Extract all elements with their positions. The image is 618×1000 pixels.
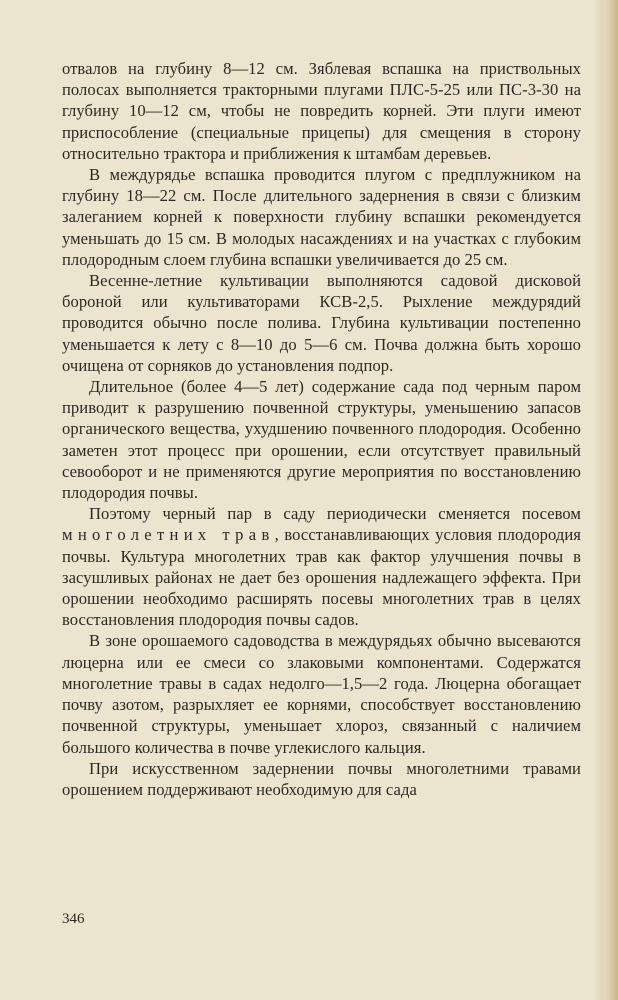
spaced-emphasis: многолетних трав: [62, 525, 275, 545]
paragraph-5-end: , восстанавливающих условия плодородия почвы. Культура многолетних трав как фактор улучшения почвы в засушливых районах не дает без орошения надлежащего эффекта. При орошении необходимо расширять посевы многолетних трав в целях восстановления плодородия почвы садов.: [62, 525, 581, 630]
page-edge: [604, 0, 618, 1000]
paragraph-6: В зоне орошаемого садоводства в междурядьях обычно высеваются люцерна или ее смеси со злаковыми компонентами. Содержатся многолетние травы в садах недолго—1,5—2 года. Люцерна обогащает почву азотом, разрыхляет ее корнями, способствует восстановлению почвенной структуры, уменьшает хлороз, связанный с наличием большого количества в почве углекислого кальция.: [62, 631, 581, 757]
paragraph-5: [62, 503, 581, 630]
paragraph-1: отвалов на глубину 8—12 см. Зяблевая вспашка на приствольных полосах выполняется тракторными плугами ПЛС-5-25 или ПС-3-30 на глубину 10—12 см, чтобы не повредить корней. Эти плуги имеют приспособление (специальные прицепы) для смещения в сторону относительно трактора и приближения к штамбам деревьев.: [62, 59, 581, 163]
paragraph-4: Длительное (более 4—5 лет) содержание сада под черным паром приводит к разрушению почвенной структуры, уменьшению запасов органического вещества, ухудшению почвенного плодородия. Особенно заметен этот процесс при орошении, если отсутствует правильный севооборот и не применяются другие мероприятия по восстановлению плодородия почвы.: [62, 377, 581, 503]
paragraph-7: При искусственном задернении почвы многолетними травами орошением поддерживают необходимую для сада: [62, 758, 581, 799]
body-text: [62, 58, 581, 800]
paragraph-3: Весенне-летние культивации выполняются садовой дисковой бороной или культиваторами КСВ-2,5. Рыхление междурядий проводится обычно после полива. Глубина культивации постепенно уменьшается к лету с 8—10 до 5—6 см. Почва должна быть хорошо очищена от сорняков до установления подпор.: [62, 271, 581, 375]
paragraph-2: В междурядье вспашка проводится плугом с предплужником на глубину 18—22 см. После длительного задернения в связи с близким залеганием корней к поверхности глубину вспашки рекомендуется уменьшать до 15 см. В молодых насаждениях и на участках с глубоким плодородным слоем глубина вспашки увеличивается до 25 см.: [62, 165, 581, 269]
paragraph-5-start: Поэтому черный пар в саду периодически сменяется посевом: [89, 504, 581, 524]
page-number: 346: [62, 911, 85, 927]
